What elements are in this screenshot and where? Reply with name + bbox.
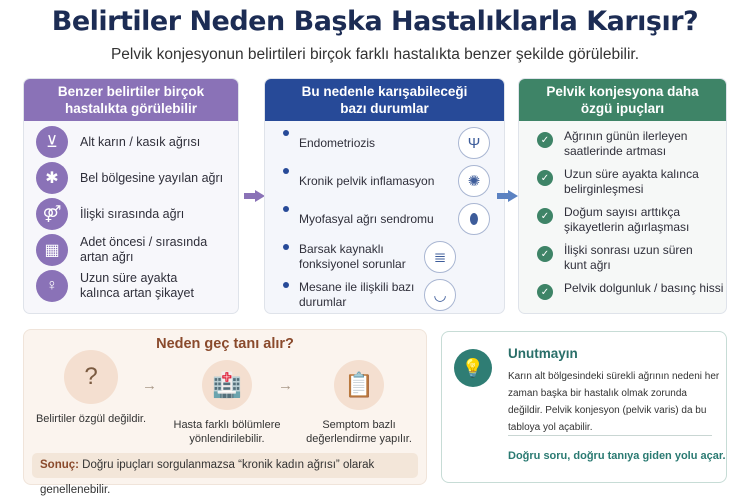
reminder-body: Karın alt bölgesindeki sürekli ağrının nedeni her zaman başka bir hastalık olmak zorunda değildir. Pelvik konjesyon (pelvik varis) da bu tabloya yol açabilir. [508, 371, 720, 433]
step [26, 350, 156, 426]
panel-header [519, 79, 726, 121]
hospital-icon: 🏥 [202, 360, 252, 410]
page-title: Belirtiler Neden Başka Hastalıklarla Karışır? [51, 6, 699, 37]
bullet-icon [283, 168, 289, 174]
panel-title-line1: Benzer belirtiler birçok [57, 84, 205, 99]
bullet-icon [283, 282, 289, 288]
pelvis-icon: ⊻ [36, 126, 68, 158]
bullet-icon [283, 244, 289, 250]
clipboard-checklist-icon: 📋 [334, 360, 384, 410]
symptom-label: Bel bölgesine yayılan ağrı [80, 170, 224, 185]
panel-header [24, 79, 238, 121]
confusable-conditions-panel [264, 78, 505, 314]
arrow-right-icon: → [142, 377, 157, 394]
check-circle-icon: ✓ [537, 170, 553, 186]
bladder-icon: ◡ [424, 279, 456, 311]
symptom-label: Adet öncesi / sırasında artan ağrı [80, 235, 208, 264]
reminder-footer: Doğru soru, doğru tanıya giden yolu açar. [508, 450, 726, 462]
gender-symbols-icon: ⚤ [36, 198, 68, 230]
symptom-item [24, 232, 238, 268]
condition-item [265, 124, 504, 162]
reminder-title: Unutmayın [508, 346, 578, 361]
clue-item [519, 243, 726, 281]
condition-item [265, 200, 504, 238]
condition-label: Myofasyal ağrı sendromu [299, 211, 434, 226]
arrow-right-icon [244, 190, 266, 202]
muscle-icon: ⬮ [458, 203, 490, 235]
bullet-icon [283, 206, 289, 212]
check-circle-icon: ✓ [537, 284, 553, 300]
specific-clues-panel [518, 78, 727, 314]
intestine-icon: ≣ [424, 241, 456, 273]
uterus-icon: Ψ [458, 127, 490, 159]
condition-item [265, 276, 504, 314]
condition-label: Mesane ile ilişkili bazı durumlar [299, 280, 415, 309]
condition-label: Kronik pelvik inflamasyon [299, 173, 435, 188]
page-subtitle: Pelvik konjesyonun belirtileri birçok farklı hastalıkta benzer şekilde görülebilir. [110, 46, 640, 63]
step [294, 360, 424, 446]
panel-title-line2: özgü ipuçları [580, 101, 665, 116]
step [162, 360, 292, 446]
panel-title-line2: bazı durumlar [340, 101, 429, 116]
panel-title-line1: Bu nedenle karışabileceği [301, 84, 468, 99]
inflammation-icon: ✺ [458, 165, 490, 197]
check-circle-icon: ✓ [537, 132, 553, 148]
clue-label: Doğum sayısı arttıkça şikayetlerin ağırlaşması [564, 205, 690, 234]
panel-header [265, 79, 504, 121]
symptom-item [24, 124, 238, 160]
thinking-woman-icon: ? [64, 350, 118, 404]
symptom-item [24, 196, 238, 232]
step-caption: Semptom bazlı değerlendirme yapılır. [306, 419, 412, 445]
bullet-icon [283, 130, 289, 136]
back-pain-icon: ✱ [36, 162, 68, 194]
panel-title-line1: Pelvik konjesyona daha [546, 84, 699, 99]
clue-item [519, 129, 726, 167]
late-diagnosis-panel [23, 329, 427, 496]
check-circle-icon: ✓ [537, 246, 553, 262]
arrow-right-icon [497, 190, 519, 202]
condition-label: Barsak kaynaklı fonksiyonel sorunlar [299, 242, 406, 271]
lightbulb-icon: 💡 [454, 349, 492, 387]
result-label: Sonuç: [40, 459, 79, 471]
condition-item [265, 238, 504, 276]
result-banner [32, 453, 418, 496]
symptom-item [24, 268, 238, 304]
clue-item [519, 167, 726, 205]
symptom-label: Alt karın / kasık ağrısı [80, 134, 201, 149]
clue-item [519, 205, 726, 243]
clue-label: Uzun süre ayakta kalınca belirginleşmesi [564, 167, 699, 196]
clue-label: Ağrının günün ilerleyen saatlerinde artması [564, 129, 688, 158]
symptom-label: Uzun süre ayakta kalınca artan şikayet [80, 271, 194, 300]
symptom-label: İlişki sırasında ağrı [80, 206, 185, 221]
check-circle-icon: ✓ [537, 208, 553, 224]
section-title: Neden geç tanı alır? [156, 336, 294, 352]
symptom-item [24, 160, 238, 196]
clue-label: İlişki sonrası uzun süren kunt ağrı [564, 243, 693, 272]
clue-item [519, 281, 726, 314]
condition-label: Endometriozis [299, 135, 376, 150]
result-text: Doğru ipuçları sorgulanmazsa “kronik kadın ağrısı” olarak genellenebilir. [40, 459, 375, 496]
divider [508, 435, 712, 436]
step-caption: Hasta farklı bölümlere yönlendirilebilir. [173, 419, 281, 445]
standing-woman-icon: ♀ [36, 270, 68, 302]
arrow-right-icon: → [278, 377, 293, 394]
similar-symptoms-panel [23, 78, 239, 314]
calendar-icon: ▦ [36, 234, 68, 266]
step-caption: Belirtiler özgül değildir. [35, 413, 147, 425]
panel-title-line2: hastalıkta görülebilir [64, 101, 198, 116]
clue-label: Pelvik dolgunluk / basınç hissi [564, 281, 724, 295]
reminder-card [441, 331, 727, 483]
condition-item [265, 162, 504, 200]
